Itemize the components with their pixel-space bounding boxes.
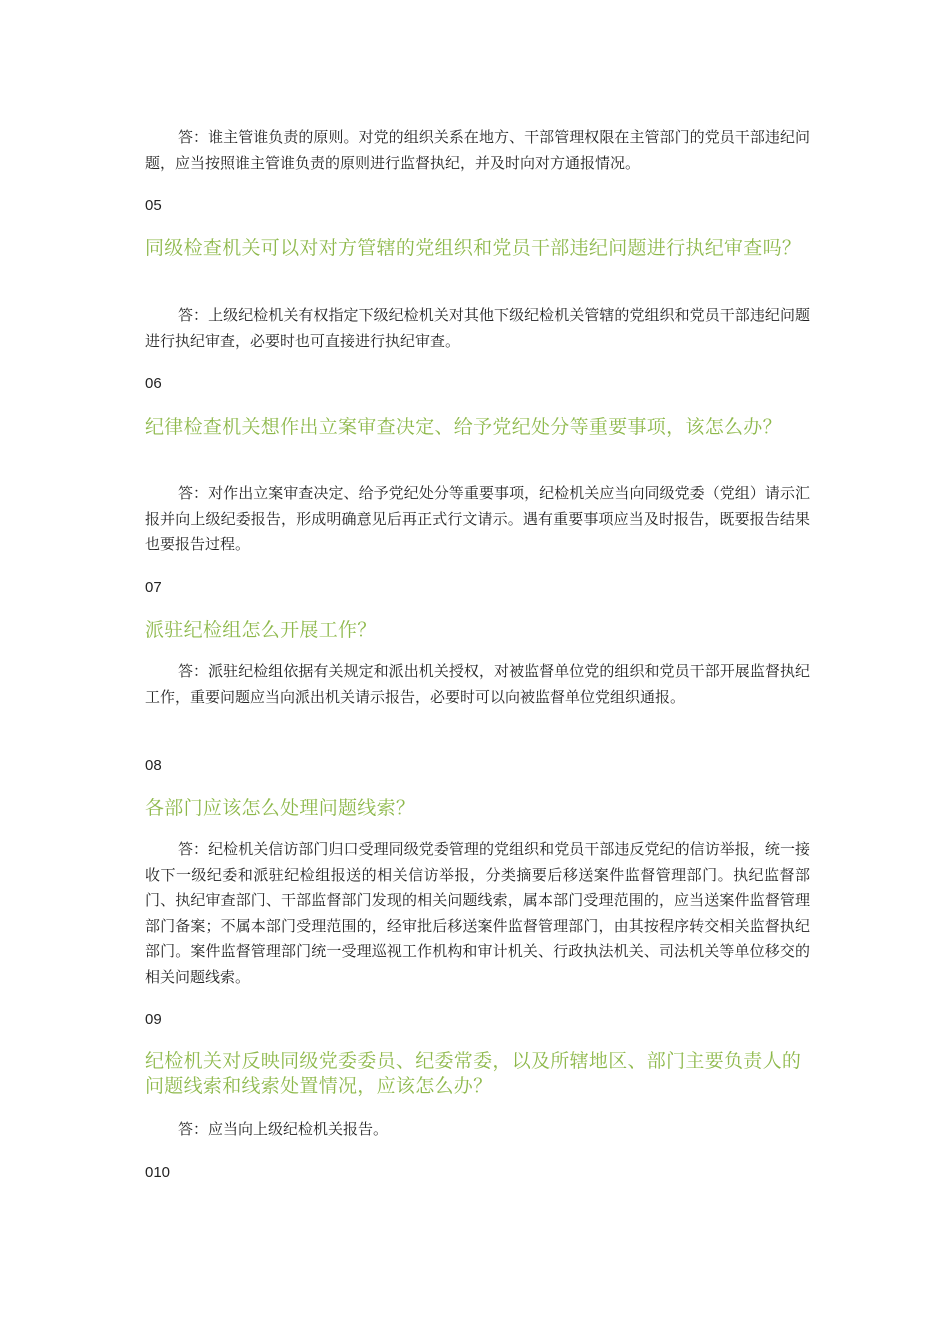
section-number-09: 09 (145, 1011, 162, 1028)
question-09: 纪检机关对反映同级党委委员、纪委常委，以及所辖地区、部门主要负责人的问题线索和线索处置情况，应该怎么办？ (145, 1050, 802, 1097)
section-number-06: 06 (145, 375, 162, 392)
answer-07: 答：派驻纪检组依据有关规定和派出机关授权，对被监督单位党的组织和党员干部开展监督执纪工作，重要问题应当向派出机关请示报告，必要时可以向被监督单位党组织通报。 (145, 662, 810, 706)
question-08: 各部门应该怎么处理问题线索？ (145, 797, 416, 819)
section-number-07: 07 (145, 579, 162, 596)
question-07: 派驻纪检组怎么开展工作？ (145, 619, 377, 641)
section-number-08: 08 (145, 757, 162, 774)
section-number-010: 010 (145, 1164, 171, 1181)
answer-04: 答：谁主管谁负责的原则。对党的组织关系在地方、干部管理权限在主管部门的党员干部违纪问题，应当按照谁主管谁负责的原则进行监督执纪，并及时向对方通报情况。 (145, 128, 810, 172)
answer-06: 答：对作出立案审查决定、给予党纪处分等重要事项，纪检机关应当向同级党委（党组）请示汇报并向上级纪委报告，形成明确意见后再正式行文请示。遇有重要事项应当及时报告，既要报告结果也要报告过程。 (145, 484, 810, 553)
question-06: 纪律检查机关想作出立案审查决定、给予党纪处分等重要事项，该怎么办？ (145, 416, 782, 438)
answer-08: 答：纪检机关信访部门归口受理同级党委管理的党组织和党员干部违反党纪的信访举报，统一接收下一级纪委和派驻纪检组报送的相关信访举报，分类摘要后移送案件监督管理部门。执纪监督部门、执纪审查部门、干部监督部门发现的相关问题线索，属本部门受理范围的，应当送案件监督管理部门备案；不属本部门受理范围的，经审批后移送案件监督管理部门，由其按程序转交相关监督执纪部门。案件监督管理部门统一受理巡视工作机构和审计机关、行政执法机关、司法机关等单位移交的相关问题线索。 (145, 840, 810, 986)
answer-05: 答：上级纪检机关有权指定下级纪检机关对其他下级纪检机关管辖的党组织和党员干部违纪问题进行执纪审查，必要时也可直接进行执纪审查。 (145, 306, 810, 350)
question-05: 同级检查机关可以对对方管辖的党组织和党员干部违纪问题进行执纪审查吗？ (145, 237, 802, 259)
section-number-05: 05 (145, 197, 162, 214)
answer-09: 答：应当向上级纪检机关报告。 (178, 1120, 389, 1138)
